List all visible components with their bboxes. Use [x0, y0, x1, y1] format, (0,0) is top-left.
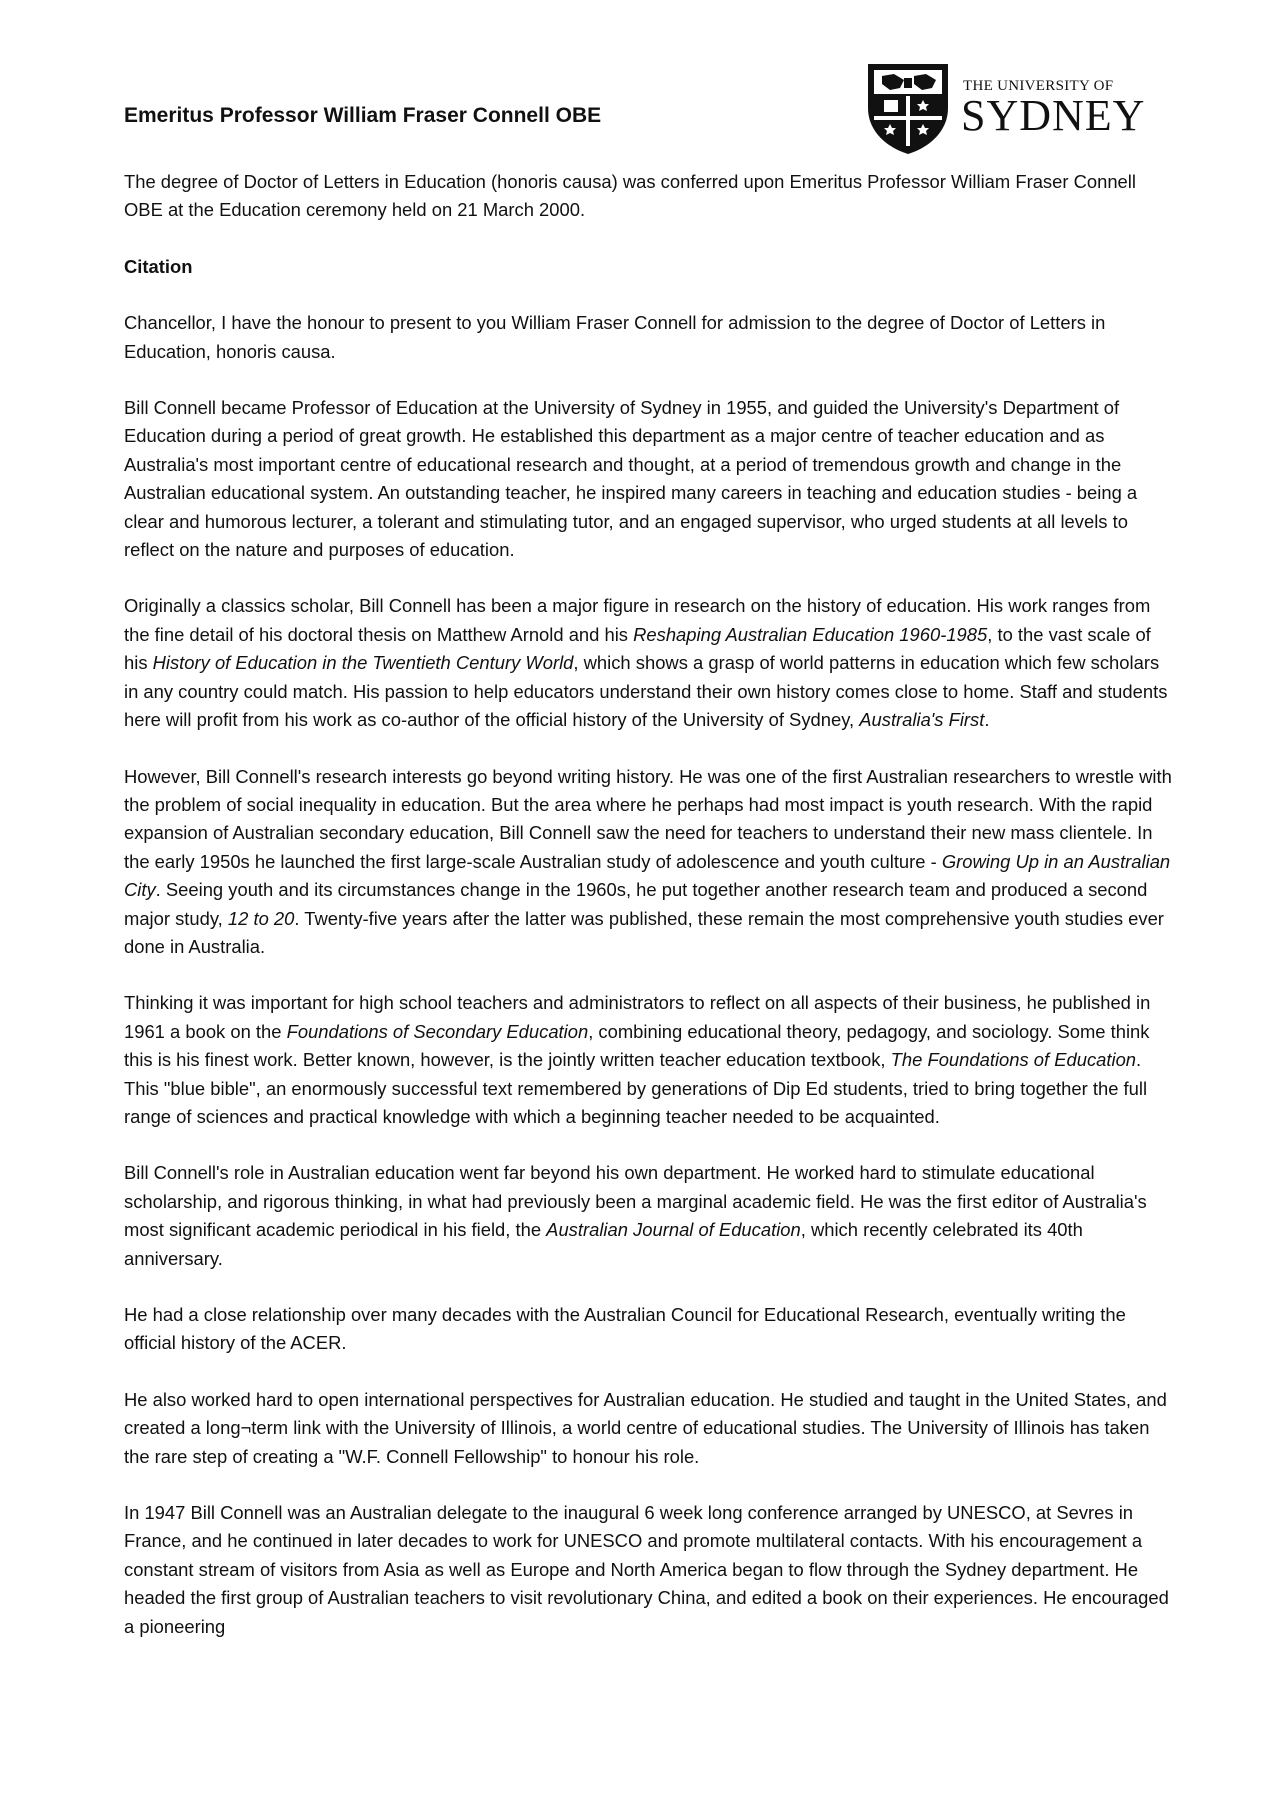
paragraph-3: [124, 592, 1174, 734]
book-title: 12 to 20: [227, 907, 295, 929]
paragraph-4: [124, 763, 1174, 962]
paragraph-2: Bill Connell became Professor of Education at the University of Sydney in 1955, and guided the University's Department of Education during a period of great growth. He established this department as a major centre of teacher education and as Australia's most important centre of educational research and thought, at a period of tremendous growth and change in the Australian educational system. An outstanding teacher, he inspired many careers in teaching and education studies - being a clear and humorous lecturer, a tolerant and stimulating tutor, and an engaged supervisor, who urged students at all levels to reflect on the nature and purposes of education.: [124, 397, 1138, 561]
intro-paragraph: The degree of Doctor of Letters in Education (honoris causa) was conferred upon Emeritus Professor William Fraser Connell OBE at the Education ceremony held on 21 March 2000.: [124, 171, 1136, 221]
paragraph-7: He had a close relationship over many decades with the Australian Council for Educational Research, eventually writing the official history of the ACER.: [124, 1304, 1126, 1354]
citation-heading: Citation: [124, 255, 193, 277]
text-segment: Originally a classics scholar, Bill Connell has been a major figure in research on the history of education. His work ranges from the fine detail of his doctoral thesis on Matthew Arnold and his: [124, 595, 1151, 645]
university-logo: [860, 60, 1146, 158]
paragraph-1: Chancellor, I have the honour to present to you William Fraser Connell for admission to the degree of Doctor of Letters in Education, honoris causa.: [124, 312, 1106, 362]
text-segment: . This "blue bible", an enormously successful text remembered by generations of Dip Ed students, tried to bring together the full range of sciences and practical knowledge with which a beginning teacher needed to be acquainted.: [124, 1049, 1148, 1127]
text-segment: , which recently celebrated its 40th anniversary.: [124, 1219, 1083, 1269]
text-segment: , combining educational theory, pedagogy, and sociology. Some think this is his finest work. Better known, however, is the jointly written teacher education textbook,: [124, 1020, 1150, 1071]
text-segment: . Twenty-five years after the latter was published, these remain the most comprehensive youth studies ever done in Australia.: [124, 907, 1164, 957]
book-title: The Foundations of Education: [890, 1049, 1137, 1071]
book-title: History of Education in the Twentieth Century World: [152, 652, 574, 674]
text-segment: However, Bill Connell's research interests go beyond writing history. He was one of the first Australian researchers to wrestle with the problem of social inequality in education. But the area where he perhaps had most impact is youth research. With the rapid expansion of Australian secondary education, Bill Connell saw the need for teachers to understand their new mass clientele. In the early 1950s he launched the first large-scale Australian study of adolescence and youth culture -: [124, 765, 1172, 872]
book-title: Foundations of Secondary Education: [286, 1020, 589, 1042]
document-body: [124, 168, 1174, 1669]
logo-text-line1: THE UNIVERSITY OF: [963, 78, 1114, 94]
text-segment: .: [984, 709, 990, 731]
text-segment: , which shows a grasp of world patterns in education which few scholars in any country could match. His passion to help educators understand their own history comes close to home. Staff and students here will profit from his work as co-author of the official history of the University of Sydney,: [124, 652, 1168, 731]
paragraph-6: [124, 1159, 1174, 1273]
university-crest-icon: [860, 60, 956, 156]
paragraph-9: In 1947 Bill Connell was an Australian delegate to the inaugural 6 week long conference arranged by UNESCO, at Sevres in France, and he continued in later decades to work for UNESCO and promote multilateral contacts. With his encouragement a constant stream of visitors from Asia as well as Europe and North America began to flow through the Sydney department. He headed the first group of Australian teachers to visit revolutionary China, and edited a book on their experiences. He encouraged a pioneering: [124, 1502, 1169, 1637]
page-title: Emeritus Professor William Fraser Connell OBE: [124, 104, 602, 127]
book-title: Australia's First: [859, 709, 985, 731]
book-title: Reshaping Australian Education 1960-1985: [633, 623, 988, 645]
journal-title: Australian Journal of Education: [546, 1219, 801, 1241]
book-title: Growing Up in an Australian City: [124, 850, 1171, 901]
paragraph-5: [124, 989, 1174, 1131]
text-segment: Thinking it was important for high school teachers and administrators to reflect on all aspects of their business, he published in 1961 a book on the: [124, 992, 1151, 1042]
text-segment: , to the vast scale of his: [124, 623, 1151, 674]
text-segment: . Seeing youth and its circumstances change in the 1960s, he put together another research team and produced a second major study,: [124, 879, 1148, 929]
paragraph-8: He also worked hard to open international perspectives for Australian education. He studied and taught in the United States, and created a long¬term link with the University of Illinois, a world centre of educational studies. The University of Illinois has taken the rare step of creating a "W.F. Connell Fellowship" to honour his role.: [124, 1388, 1167, 1467]
logo-text-line2: SYDNEY: [961, 91, 1146, 140]
text-segment: Bill Connell's role in Australian education went far beyond his own department. He worked hard to stimulate educational scholarship, and rigorous thinking, in what had previously been a marginal academic field. He was the first editor of Australia's most significant academic periodical in his field, the: [124, 1162, 1147, 1241]
